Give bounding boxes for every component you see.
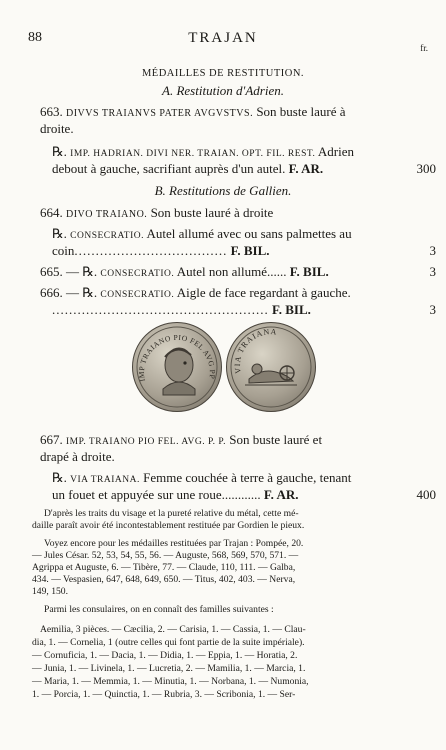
entry-663-line-2: droite. [40, 121, 74, 136]
reverse-legend: CONSECRATIO. [100, 290, 175, 300]
reverse-description: Femme couchée à terre à gauche, tenant [143, 470, 352, 485]
rarity-metal: F. BIL. [289, 264, 329, 279]
reverse-legend: IMP. HADRIAN. DIVI NER. TRAIAN. OPT. FIL. REST. [70, 149, 316, 159]
currency-column-label: fr. [420, 43, 428, 53]
entry-665 [40, 264, 436, 282]
reverse-description: debout à gauche, sacrifiant auprès d'un autel. [52, 161, 286, 176]
entry-667-reverse-line-1 [52, 470, 406, 488]
note-line-2: daille paraît avoir été incontestablement restituée par Gordien le pieux. [32, 520, 305, 531]
obverse-description: Son buste lauré et [229, 432, 323, 447]
entry-664-reverse-line-1 [52, 226, 406, 244]
reverse-legend: CONSECRATIO. [100, 269, 175, 279]
see-also-line-1: Voyez encore pour les médailles restituées par Trajan : Pompée, 20. [44, 538, 304, 549]
entry-667-line-2: drapé à droite. [40, 449, 115, 464]
reverse-mark: ℞. [52, 144, 67, 159]
reverse-mark: ℞. [52, 226, 67, 241]
consular-families-line-1: Aemilia, 3 pièces. — Cæcilia, 2. — Carisia, 1. — Cassia, 1. — Clau- [40, 624, 306, 635]
consular-families-line-5: — Maria, 1. — Memmia, 1. — Minutia, 1. — Norbana, 1. — Numonia, [32, 676, 309, 687]
consular-families-line-2: dia, 1. — Cornelia, 1 (outre celles qui font partie de la suite impériale). [32, 637, 305, 648]
entry-number: 664. [40, 205, 63, 220]
entry-663-reverse-line-2 [52, 161, 436, 177]
leader-dots: ................................................... [52, 302, 269, 317]
obverse-description: Son buste lauré à droite [150, 205, 274, 220]
coin-reverse-legend: VIA TRAIANA [232, 327, 278, 375]
subsection-a-heading: A. Restitution d'Adrien. [162, 83, 284, 98]
rarity-metal: F. BIL. [272, 302, 311, 317]
page-number: 88 [28, 30, 42, 45]
rarity-metal: F. AR. [288, 161, 324, 176]
entry-667-line-1 [40, 432, 406, 450]
reverse-description: Aigle de face regardant à gauche. [176, 285, 351, 300]
entry-664-line-1 [40, 205, 406, 223]
reverse-description: un fouet et appuyée sur une roue............ [52, 487, 261, 502]
entry-663-reverse-line-1 [52, 144, 406, 162]
reverse-mark: ℞. [52, 470, 67, 485]
price: 400 [416, 487, 436, 502]
coin-illustration [132, 320, 314, 412]
obverse-description: Son buste lauré à [256, 104, 346, 119]
coin-obverse-image [132, 322, 222, 412]
entry-number: 667. [40, 432, 63, 447]
entry-number: 663. [40, 104, 63, 119]
see-also-line-4: 434. — Vespasien, 647, 648, 649, 650. — Titus, 402, 403. — Nerva, [32, 574, 296, 585]
reverse-legend: CONSECRATIO. [70, 231, 144, 241]
entry-664-reverse-line-2 [52, 243, 436, 259]
price: 3 [429, 302, 436, 317]
coin-obverse-legend: IMP TRAIANO PIO FEL AVG PP [136, 332, 218, 383]
see-also-line-5: 149, 150. [32, 586, 68, 597]
obverse-legend: DIVO TRAIANO. [66, 209, 148, 220]
rarity-metal: F. AR. [263, 487, 299, 502]
entry-667-reverse-line-2 [52, 487, 436, 503]
entry-666-line-1 [40, 285, 406, 303]
coin-reverse-image [226, 322, 316, 412]
leader-dots: .................................... [74, 243, 228, 258]
subsection-b-heading: B. Restitutions de Gallien. [154, 183, 292, 198]
entry-663-line-1 [40, 104, 406, 122]
see-also-line-2: — Jules César. 52, 53, 54, 55, 56. — Auguste, 568, 569, 570, 571. — [32, 550, 299, 561]
obverse-legend: DIVVS TRAIANVS PATER AVGVSTVS. [66, 108, 254, 119]
entry-666-line-2 [52, 302, 436, 318]
price: 300 [416, 161, 436, 176]
consular-families-line-3: — Cornuficia, 1. — Dacia, 1. — Didia, 1. — Eppia, 1. — Horatia, 2. [32, 650, 298, 661]
consular-intro: Parmi les consulaires, on en connaît des familles suivantes : [44, 604, 274, 615]
price: 3 [429, 243, 436, 258]
page-header [28, 30, 428, 53]
section-heading: MÉDAILLES DE RESTITUTION. [141, 68, 305, 79]
consular-families-line-4: — Junia, 1. — Livinela, 1. — Lucretia, 2. — Mamilia, 1. — Marcia, 1. [32, 663, 306, 674]
note-line-1: D'après les traits du visage et la pureté relative du métal, cette mé- [44, 508, 299, 519]
price: 3 [429, 264, 436, 279]
obverse-legend: IMP. TRAIANO PIO FEL. AVG. P. P. [66, 437, 227, 447]
reverse-description: Autel non allumé...... [176, 264, 287, 279]
entry-number: 665. — ℞. [40, 264, 98, 279]
reverse-description: coin [52, 243, 75, 258]
running-title: TRAJAN [188, 30, 258, 46]
reverse-description: Autel allumé avec ou sans palmettes au [146, 226, 352, 241]
see-also-line-3: Agrippa et Auguste, 6. — Tibère, 77. — Claude, 110, 111. — Galba, [32, 562, 296, 573]
entry-number: 666. — ℞. [40, 285, 98, 300]
rarity-metal: F. BIL. [230, 243, 270, 258]
consular-families-line-6: 1. — Porcia, 1. — Quinctia, 1. — Rubria, 3. — Scribonia, 1. — Ser- [32, 689, 296, 700]
reverse-description: Adrien [317, 144, 354, 159]
reverse-legend: VIA TRAIANA. [70, 475, 140, 485]
